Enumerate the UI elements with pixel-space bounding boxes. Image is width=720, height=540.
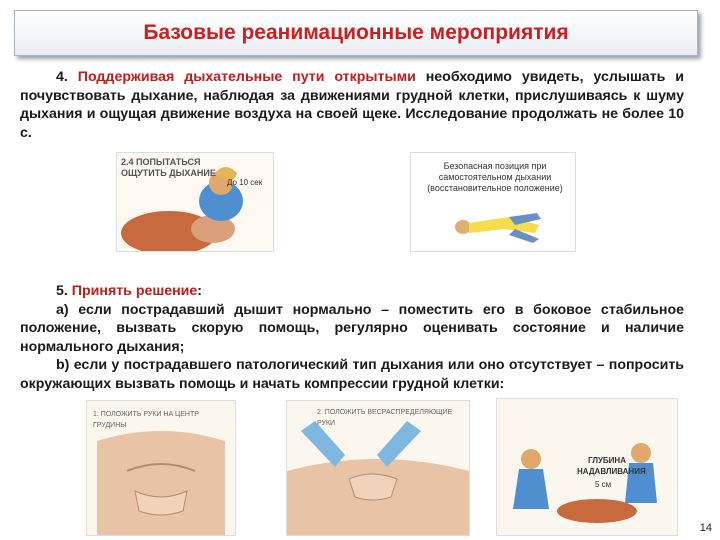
page-title: Базовые реанимационные мероприятия <box>143 21 569 44</box>
recovery-position-image <box>410 152 576 252</box>
p5-option-b: b) если у пострадавшего патологический тип дыхания или оно отсутствует – попросить окружающих вызвать помощь и начать компрессии грудной клетки: <box>20 357 684 392</box>
paragraph-5 <box>20 282 684 394</box>
img3-label: 1. ПОЛОЖИТЬ РУКИ НА ЦЕНТР ГРУДИНЫ <box>93 411 199 429</box>
hands-on-chest-image <box>86 400 236 536</box>
p5-number: 5. <box>56 283 68 299</box>
p5-colon: : <box>197 283 203 299</box>
interlocked-hands-image <box>286 400 470 536</box>
p5-highlight: Принять решение <box>71 283 198 299</box>
img1-label: 2.4 ПОПЫТАТЬСЯ ОЩУТИТЬ ДЫХАНИЕ <box>121 157 216 178</box>
check-breathing-image <box>116 152 274 252</box>
compression-depth-image <box>496 398 678 536</box>
img5-label-depth: ГЛУБИНА НАДАВЛИВАНИЯ <box>577 456 646 476</box>
p4-text: необходимо увидеть, услышать и почувствовать дыхание, наблюдая за движениями грудной клетки, прислушиваясь к шуму дыхания и ощущая движение воздуха на своей щеке. Исследование продолжать не более 10 с. <box>20 69 684 141</box>
p5-option-a: а) если пострадавший дышит нормально – поместить его в боковое стабильное положение, вызвать скорую помощь, регулярно оценивать состояние и наличие нормального дыхания; <box>20 301 684 355</box>
p4-highlight: Поддерживая дыхательные пути открытыми <box>77 69 416 85</box>
img4-label: 2. ПОЛОЖИТЬ ВЕСРАСПРЕДЕЛЯЮЩИЕ РУКИ <box>317 409 453 427</box>
img5-label-cm: 5 см <box>595 480 612 489</box>
page-number: 14 <box>699 522 712 534</box>
title-box <box>14 10 698 56</box>
img1-sublabel: До 10 сек <box>227 178 263 187</box>
img2-label: Безопасная позиция при самостоятельном дыхании (восстановительное положение) <box>427 161 563 193</box>
p4-number: 4. <box>56 69 68 85</box>
paragraph-4 <box>20 68 684 142</box>
recovery-position-illustration <box>411 153 575 251</box>
